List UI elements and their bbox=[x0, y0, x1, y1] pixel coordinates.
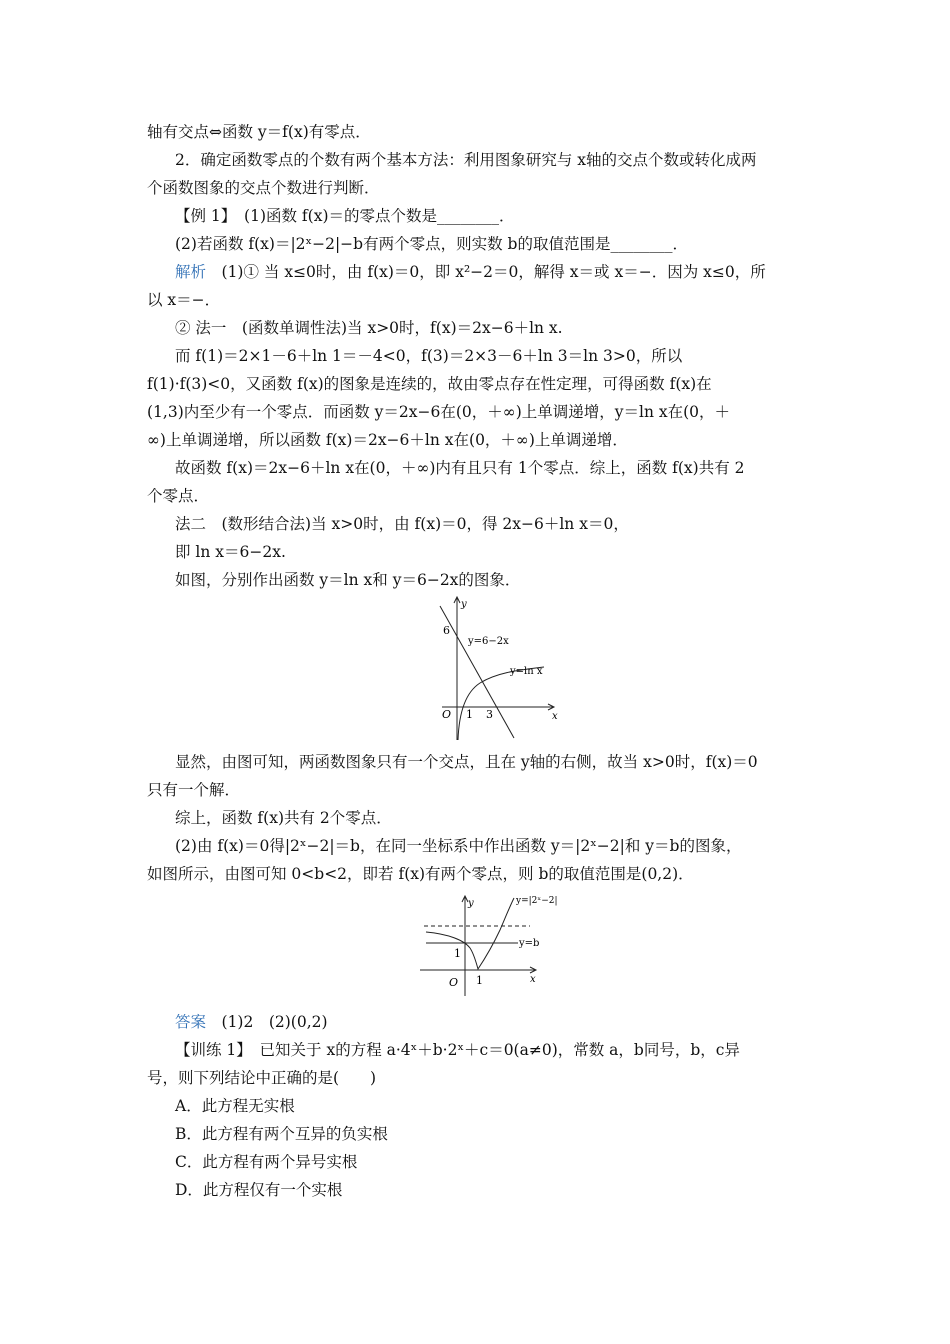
line-label: y=6−2x bbox=[468, 636, 509, 647]
curve-ln-x bbox=[458, 667, 544, 740]
text-line: 个函数图象的交点个数进行判断． bbox=[147, 179, 380, 197]
text-line: 号，则下列结论中正确的是( ) bbox=[147, 1069, 377, 1087]
x-axis-label: x bbox=[530, 974, 536, 985]
curve-label: y=|2ˣ−2| bbox=[516, 896, 558, 906]
text-line: ② 法一 (函数单调性法)当 x>0时，f(x)＝2x−6＋ln x. bbox=[175, 319, 563, 337]
text-line: 如图，分别作出函数 y＝ln x和 y＝6−2x的图象． bbox=[175, 571, 521, 589]
text-line: 2．确定函数零点的个数有两个基本方法：利用图象研究与 x轴的交点个数或转化成两 bbox=[175, 151, 757, 169]
text-line: (2)由 f(x)＝0得|2ˣ−2|＝b，在同一坐标系中作出函数 y＝|2ˣ−2|和 y＝b的图象， bbox=[175, 837, 742, 855]
figure-abs-exponential bbox=[418, 892, 568, 1002]
text-line: (2)若函数 f(x)＝|2ˣ−2|−b有两个零点，则实数 b的取值范围是________． bbox=[175, 235, 688, 253]
tick-1-y: 1 bbox=[454, 947, 461, 960]
answer-line bbox=[175, 1012, 835, 1032]
text-line: 显然，由图可知，两函数图象只有一个交点，且在 y轴的右侧，故当 x>0时，f(x)＝0 bbox=[175, 753, 758, 771]
tick-6: 6 bbox=[443, 624, 450, 637]
figure-ln-and-line bbox=[420, 594, 560, 744]
y-axis-label: y bbox=[461, 599, 467, 610]
text-line: 如图所示，由图可知 0<b<2，即若 f(x)有两个零点，则 b的取值范围是(0,2)． bbox=[147, 865, 694, 883]
example-1-heading: 【例 1】 (1)函数 f(x)＝的零点个数是________． bbox=[175, 207, 515, 225]
text-line: 轴有交点⇔函数 y＝f(x)有零点． bbox=[147, 123, 371, 141]
y-axis-label: y bbox=[468, 898, 474, 909]
text-line: 而 f(1)＝2×1－6＋ln 1＝－4<0，f(3)＝2×3－6＋ln 3＝ln 3>0，所以 bbox=[175, 347, 683, 365]
training-1-heading: 【训练 1】 已知关于 x的方程 a·4ˣ＋b·2ˣ＋c＝0(a≠0)，常数 a，b同号，b，c异 bbox=[175, 1041, 740, 1059]
option-c: C．此方程有两个异号实根 bbox=[175, 1153, 358, 1171]
text-line: (1,3)内至少有一个零点．而函数 y＝2x−6在(0，＋∞)上单调递增，y＝ln x在(0，＋ bbox=[147, 403, 731, 421]
line-6-minus-2x bbox=[440, 606, 514, 738]
text-span: (1)2 (2)(0,2) bbox=[206, 1013, 328, 1031]
text-line: ∞)上单调递增，所以函数 f(x)＝2x−6＋ln x在(0，＋∞)上单调递增． bbox=[147, 431, 628, 449]
option-a: A．此方程无实根 bbox=[175, 1097, 295, 1115]
tick-1-x: 1 bbox=[476, 974, 483, 987]
x-axis-label: x bbox=[552, 711, 558, 722]
log-label: y=ln x bbox=[510, 666, 543, 677]
text-line: 个零点． bbox=[147, 487, 210, 505]
text-line: 只有一个解． bbox=[147, 781, 241, 799]
solution-label: 解析 bbox=[175, 263, 207, 281]
option-d: D．此方程仅有一个实根 bbox=[175, 1181, 343, 1199]
text-line: 故函数 f(x)＝2x−6＋ln x在(0，＋∞)内有且只有 1个零点．综上，函数 f(x)共有 2 bbox=[175, 459, 745, 477]
text-span: (1)① 当 x≤0时，由 f(x)＝0，即 x²−2＝0，解得 x＝或 x＝−．因为 x≤0，所 bbox=[206, 263, 766, 281]
origin-label: O bbox=[449, 976, 459, 989]
origin-label: O bbox=[442, 708, 452, 721]
solution-line bbox=[175, 262, 835, 282]
answer-label: 答案 bbox=[175, 1013, 207, 1031]
tick-1: 1 bbox=[466, 708, 473, 721]
text-line: 综上，函数 f(x)共有 2个零点． bbox=[175, 809, 392, 827]
b-label: y=b bbox=[519, 938, 540, 949]
text-line: f(1)·f(3)<0，又函数 f(x)的图象是连续的，故由零点存在性定理，可得函数 f(x)在 bbox=[147, 375, 712, 393]
text-line: 以 x＝−． bbox=[147, 291, 221, 309]
text-line: 法二 (数形结合法)当 x>0时，由 f(x)＝0，得 2x−6＋ln x＝0， bbox=[175, 515, 629, 533]
tick-3: 3 bbox=[486, 708, 493, 721]
option-b: B．此方程有两个互异的负实根 bbox=[175, 1125, 388, 1143]
text-line: 即 ln x＝6−2x. bbox=[175, 543, 286, 561]
